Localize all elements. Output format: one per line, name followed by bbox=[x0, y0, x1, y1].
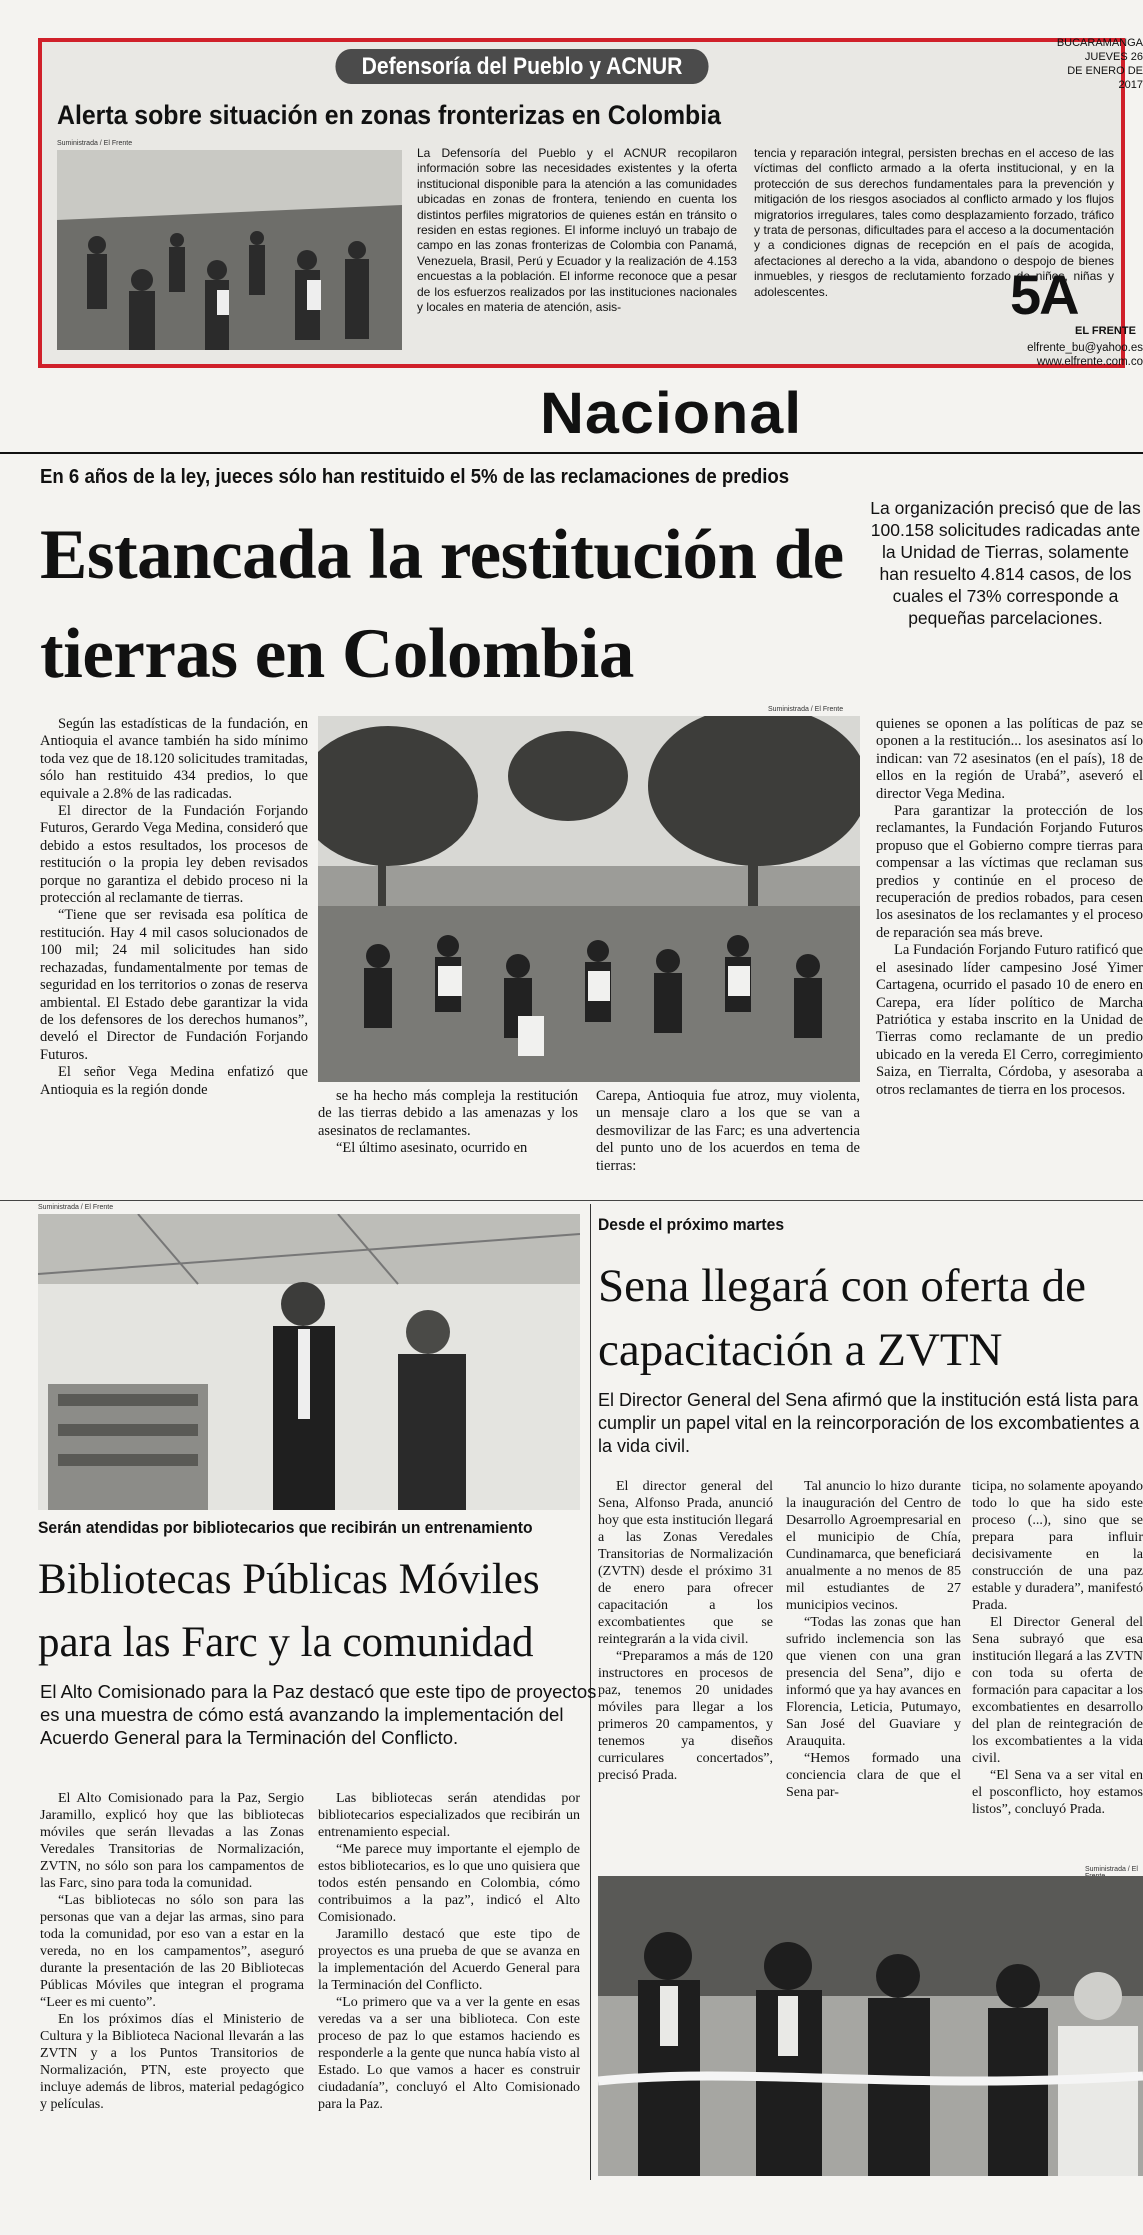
contact-info bbox=[1015, 341, 1143, 369]
page-number: 5A bbox=[1010, 263, 1078, 326]
alert-box bbox=[38, 38, 1125, 368]
lead-column-2 bbox=[318, 1088, 578, 1158]
sena-photo-credit: Suministrada / El bbox=[1085, 1866, 1138, 1873]
sena-col3-p2: El Director General del Sena subrayó que esa institución llegará a las ZVTN con toda su oferta de formación para capacitar a los excombatientes en desarrollo del plan de reintegración de los excombatientes a la vida civil. bbox=[972, 1615, 1143, 1766]
sena-col2-p1: Tal anuncio lo hizo durante la inauguración del Centro de Desarrollo Agroempresarial en el municipio de Chía, Cundinamarca, que beneficiará anualmente a no menos de 85 mil estudiantes de 27 municipios vecinos. bbox=[786, 1479, 961, 1613]
section-name: Nacional bbox=[540, 381, 803, 446]
lead-deck: La organización precisó que de las 100.158 solicitudes radicadas ante la Unidad de Tierras, solamente han resuelto 4.814 casos, de los cuales el 73% corresponde a pequeñas parcelaciones. bbox=[870, 498, 1141, 628]
section-rule bbox=[0, 452, 1143, 454]
bib-column-1 bbox=[40, 1790, 304, 2113]
bib-col2-p3: Jaramillo destacó que este tipo de proyectos es una prueba de que se avanza en la implementación del Acuerdo General para la Terminación del Conflicto. bbox=[318, 1927, 580, 1993]
sena-col1-p2: “Preparamos a más de 120 instructores en procesos de paz, tenemos 20 unidades móviles para llegar a los primeros 20 campamentos, y tenemos ya diseños curriculares concertados”, precisó Prada. bbox=[598, 1649, 773, 1783]
bib-col2-p2: “Me parece muy importante el ejemplo de estos bibliotecarios, es lo que uno quisiera que todos estén pensando en Colombia, cómo contribuimos a la paz”, indicó el Alto Comisionado. bbox=[318, 1842, 580, 1925]
sena-kicker: Desde el próximo martes bbox=[598, 1215, 785, 1234]
lead-kicker: En 6 años de la ley, jueces sólo han restituido el 5% de las reclamaciones de predios bbox=[40, 466, 790, 488]
lead-col4-p1: quienes se oponen a las políticas de paz se oponen a la restitución... los asesinatos así lo indican: van 72 asesinatos (en el país), 18 de ellos en la región de Urabá”, aseveró el director Vega Medina. bbox=[876, 716, 1143, 802]
bib-photo bbox=[38, 1214, 580, 1510]
lead-col1-p1: Según las estadísticas de la fundación, en Antioquia el avance también ha sido mínimo toda vez que de 18.120 solicitudes tramitadas, sólo han restituido 434 predios, lo que equivale a 2.8% de las radicadas. bbox=[40, 716, 308, 802]
bib-col1-p2: “Las bibliotecas no sólo son para las personas que van a dejar las armas, sino para toda la comunidad, por eso van a estar en la vereda, no en los campamentos”, aseguró durante la presentación de las 20 Bibliotecas Públicas Móviles que integran el programa “Leer es mi cuento”. bbox=[40, 1893, 304, 2010]
lead-col2-p2: “El último asesinato, ocurrido en bbox=[336, 1140, 528, 1157]
bib-col1-p1: El Alto Comisionado para la Paz, Sergio Jaramillo, explicó hoy que las bibliotecas móviles que serán llevadas a las Zonas Veredales Transitorias de Normalización, ZVTN, no sólo son para los campamentos de las Farc, sino para toda la comunidad. bbox=[40, 1791, 304, 1891]
alert-title: Alerta sobre situación en zonas fronterizas en Colombia bbox=[57, 100, 721, 130]
contact-web: www.elfrente.com.co bbox=[1036, 356, 1143, 368]
bib-photo-credit: Suministrada / El Frente bbox=[38, 1204, 114, 1211]
sena-col3-p1: ticipa, no solamente apoyando todo lo que ha sido este proceso (...), sino que se prepara para influir decisivamente en la construcción de una paz estable y duradera”, manifestó Prada. bbox=[972, 1479, 1143, 1613]
paper-name: EL FRENTE bbox=[1075, 325, 1136, 337]
bib-headline: Bibliotecas Públicas Móviles para las Farc y la comunidad bbox=[38, 1556, 540, 1666]
bib-col2-p1: Las bibliotecas serán atendidas por bibliotecarios especializados que recibirán un entrenamiento especial. bbox=[318, 1791, 580, 1840]
lead-column-1 bbox=[40, 716, 308, 1099]
bib-column-2 bbox=[318, 1790, 580, 2113]
lead-bottom-rule bbox=[0, 1200, 1143, 1201]
bib-deck: El Alto Comisionado para la Paz destacó que este tipo de proyectos es una muestra de cómo está avanzando la implementación del Acuerdo General para la Terminación del Conflicto. bbox=[40, 1681, 597, 1748]
sena-deck: El Director General del Sena afirmó que la institución está lista para cumplir un papel vital en la reincorporación de los excombatientes a la vida civil. bbox=[598, 1390, 1140, 1456]
sena-column-1 bbox=[598, 1478, 773, 1784]
lead-col1-p3: “Tiene que ser revisada esa política de restitución. Hay 4 mil casos solucionados de 100 mil; 24 mil solicitudes han sido rechazadas, fundamentalmente por temas de seguridad en los territorios o zonas de reserva ambiental. El Estado debe garantizar la vida de los defensores de los derechos humanos”, develó el Director de Fundación Forjando Futuros. bbox=[40, 907, 308, 1063]
lead-photo bbox=[318, 716, 860, 1082]
sena-headline: Sena llegará con oferta de capacitación a ZVTN bbox=[598, 1260, 1087, 1376]
lead-col2-p1: se ha hecho más compleja la restitución de las tierras debido a las amenazas y los asesinatos de reclamantes. bbox=[318, 1088, 578, 1139]
alert-photo-credit: Suministrada / El Frente bbox=[57, 140, 133, 147]
sena-photo bbox=[598, 1876, 1143, 2176]
lead-column-3 bbox=[596, 1088, 860, 1175]
lead-headline: Estancada la restitución de tierras en Colombia bbox=[40, 516, 844, 693]
sena-column-2 bbox=[786, 1478, 961, 1801]
alert-photo bbox=[57, 150, 402, 350]
lead-column-4 bbox=[876, 716, 1143, 1099]
lead-col1-p4: El señor Vega Medina enfatizó que Antioquia es la región donde bbox=[40, 1064, 308, 1098]
bib-col2-p4: “Lo primero que va a ver la gente en esas veredas va a ser una biblioteca. Con este proceso de paz lo que estamos haciendo es responderle a la gente que nunca había visto al Estado. Lo que vamos a hacer es construir ciudadanía”, concluyó el Alto Comisionado para la Paz. bbox=[318, 1995, 580, 2112]
lead-photo-credit: Suministrada / El Frente bbox=[768, 706, 844, 713]
sena-col3-p3: “El Sena va a ser vital en el posconflicto, hoy estamos listos”, concluyó Prada. bbox=[972, 1768, 1143, 1817]
bib-kicker: Serán atendidas por bibliotecarios que recibirán un entrenamiento bbox=[38, 1518, 533, 1537]
alert-banner: Defensoría del Pueblo y ACNUR bbox=[335, 49, 708, 84]
sena-col2-p3: “Hemos formado una conciencia clara de que el Sena par- bbox=[786, 1751, 961, 1800]
alert-column-1: La Defensoría del Pueblo y el ACNUR recopilaron información sobre las necesidades existentes y la oferta institucional disponible para la atención a las comunidades ubicadas en zonas de frontera, teniendo en cuenta los distintos perfiles migratorios de quienes están en tránsito o residen en estas regiones. El informe incluyó un trabajo de campo en las zonas fronterizas de Colombia con Panamá, Venezuela, Brasil, Perú y Ecuador y la realización de 4.153 encuestas a la población. El informe reconoce que a pesar de los esfuerzos realizados por las instituciones nacionales y locales en materia de atención, asis- bbox=[417, 146, 737, 315]
bib-col1-p3: En los próximos días el Ministerio de Cultura y la Biblioteca Nacional llevarán a las ZVTN y a los Puntos Transitorios de Normalización, PTN, este proyecto que incluye además de libros, material pedagógico y películas. bbox=[40, 2012, 304, 2112]
dateline: BUCARAMANGA JUEVES 26 DE ENERO DE 2017 bbox=[1056, 37, 1143, 91]
sena-column-3 bbox=[972, 1478, 1143, 1818]
sena-col2-p2: “Todas las zonas que han sufrido inclemencia son las que vienen con una gran presencia del Sena”, dijo e informó que ya hay avances en Florencia, Leticia, Putumayo, San José del Guaviare y Arauquita. bbox=[786, 1615, 961, 1749]
lead-col4-p2: Para garantizar la protección de los reclamantes, la Fundación Forjando Futuros propuso que el Gobierno compre tierras para compensar a las víctimas que reclaman sus predios y continúe en el proceso de recuperación de predios robados, para cesen los asesinatos de los reclamantes y el proceso de reparación sea más breve. bbox=[876, 803, 1143, 941]
lead-col1-p2: El director de la Fundación Forjando Futuros, Gerardo Vega Medina, consideró que debido a estos resultados, los procesos de restitución o la propia ley deben revisados porque no garantiza el debido proceso ni la protección al reclamante de tierras. bbox=[40, 803, 308, 907]
contact-email: elfrente_bu@yahoo.es bbox=[1027, 342, 1143, 354]
lead-col4-p3: La Fundación Forjando Futuro ratificó que el asesinado líder campesino José Yimer Cartagena, ocurrido el pasado 10 de enero en Carepa, era líder político de Marcha Patriótica y estaba inscrito en la Unidad de Tierras como reclamante de un predio ubicado en la vereda El Cerro, corregimiento Saiza, en Tierralta, Córdoba, y asesoraba a otros reclamantes de tierra en los procesos. bbox=[876, 942, 1143, 1098]
lead-col3-p1: Carepa, Antioquia fue atroz, muy violenta, un mensaje claro a los que se van a desmovilizar de las Farc; es una advertencia del punto uno de los acuerdos en tema de tierras: bbox=[596, 1088, 860, 1174]
sena-col1-p1: El director general del Sena, Alfonso Prada, anunció hoy que esta institución llegará a las Zonas Veredales Transitorias de Normalización (ZVTN) desde el próximo 31 de enero para ofrecer capacitación a los excombatientes que se reintegrarán a la vida civil. bbox=[598, 1479, 773, 1647]
alert-column-2: tencia y reparación integral, persisten brechas en el acceso de las víctimas del conflicto armado a la oferta institucional, y en la protección de sus derechos fundamentales para la prevención y mitigación de los riesgos asociados al conflicto armado y los flujos migratorios irregulares, tales como desplazamiento forzado, tráfico y trata de personas, dificultades para el acceso a la documentación y a condiciones dignas de recepción en el país de acogida, afectaciones al derecho a la vida, abandono o despojo de bienes inmuebles, y riesgos de reclutamiento forzado de niños, niñas y adolescentes. bbox=[754, 146, 1114, 299]
